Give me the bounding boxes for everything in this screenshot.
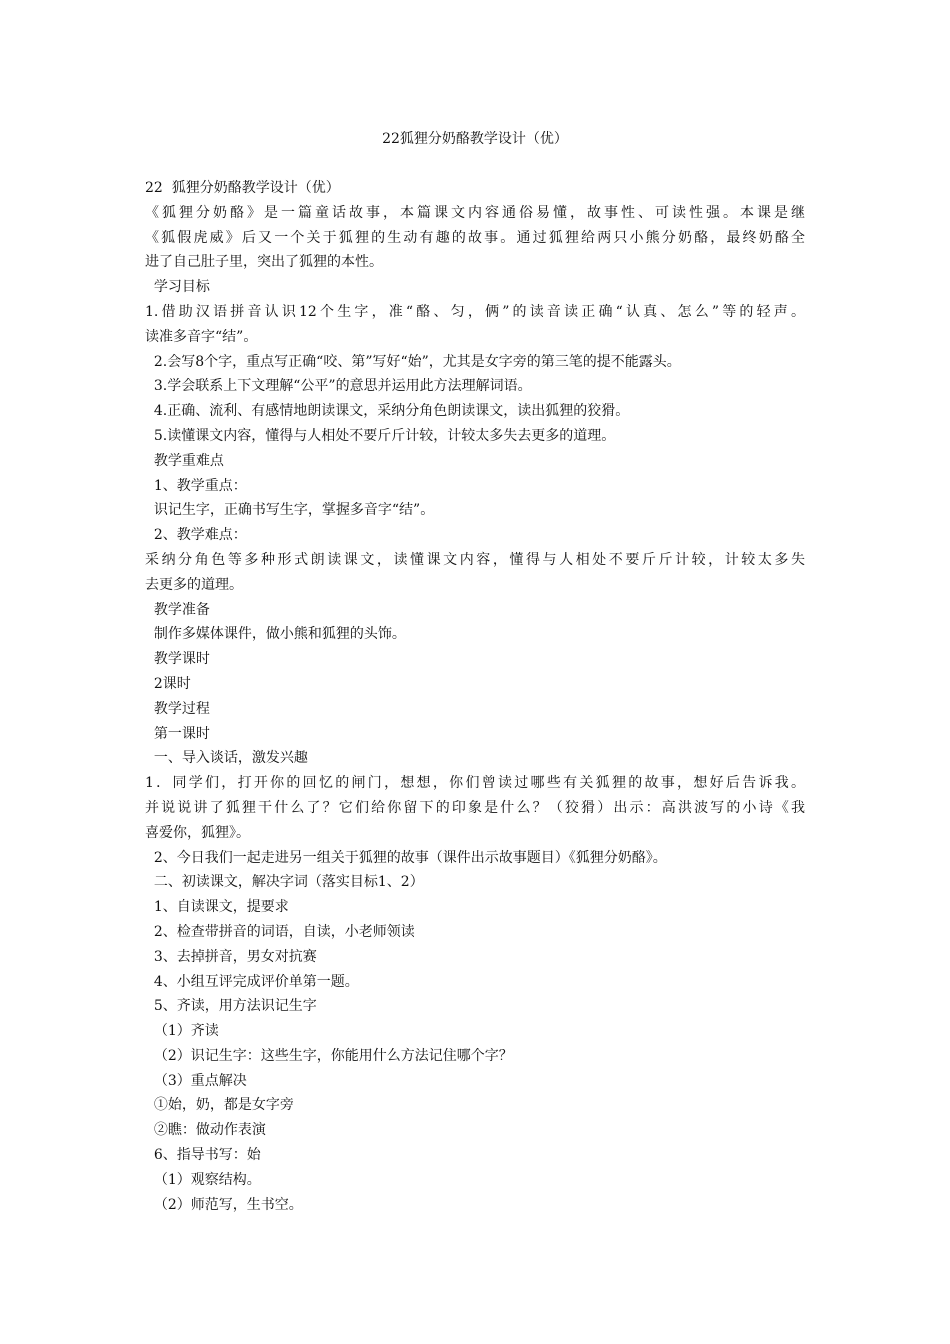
text-line: 并说说讲了狐狸干什么了？它们给你留下的印象是什么？（狡猾）出示：高洪波写的小诗《我 — [145, 799, 805, 816]
text-line: 1、教学重点： — [145, 477, 247, 494]
text-line: 22 狐狸分奶酪教学设计（优） — [145, 180, 340, 196]
text-line: 教学准备 — [145, 601, 210, 618]
text-line: 2、教学难点： — [145, 527, 247, 544]
text-line: 1、自读课文，提要求 — [145, 899, 289, 916]
text-line: 进了自己肚子里，突出了狐狸的本性。 — [145, 254, 383, 271]
text-line: 教学课时 — [145, 651, 210, 668]
text-line: 1．同学们，打开你的回忆的闸门，想想，你们曾读过哪些有关狐狸的故事，想好后告诉我。 — [145, 775, 805, 792]
document-title: 22狐狸分奶酪教学设计（优） — [382, 131, 568, 147]
text-line: 4.正确、流利、有感情地朗读课文，采纳分角色朗读课文，读出狐狸的狡猾。 — [145, 403, 630, 420]
text-line: 一、导入谈话，激发兴趣 — [145, 750, 308, 767]
text-line: （3）重点解决 — [145, 1072, 247, 1089]
text-line: 教学过程 — [145, 700, 210, 717]
text-line: 2、检查带拼音的词语，自读，小老师领读 — [145, 923, 415, 940]
text-line: 2、今日我们一起走进另一组关于狐狸的故事（课件出示故事题目）《狐狸分奶酪》。 — [145, 849, 667, 866]
text-line: 2课时 — [145, 675, 191, 692]
text-line: 6、指导书写：始 — [145, 1147, 261, 1164]
document-body — [145, 176, 805, 1217]
text-line: 采纳分角色等多种形式朗读课文，读懂课文内容，懂得与人相处不要斤斤计较，计较太多失 — [145, 551, 805, 568]
text-line: 制作多媒体课件，做小熊和狐狸的头饰。 — [145, 626, 406, 643]
text-line: （2）师范写，生书空。 — [145, 1196, 303, 1213]
text-line: 读准多音字“结”。 — [145, 328, 258, 345]
text-line: （2）识记生字：这些生字，你能用什么方法记住哪个字？ — [145, 1047, 513, 1064]
text-line: 喜爱你，狐狸》。 — [145, 824, 250, 841]
text-line: 第一课时 — [145, 725, 210, 742]
text-line: 3.学会联系上下文理解“公平”的意思并运用此方法理解词语。 — [145, 378, 532, 395]
text-line: 2.会写8个字，重点写正确“咬、第”写好“始”，尤其是女字旁的第三笔的提不能露头。 — [145, 353, 681, 370]
text-line: 4、小组互评完成评价单第一题。 — [145, 973, 359, 990]
text-line: 学习目标 — [145, 279, 210, 296]
text-line: 识记生字，正确书写生字，掌握多音字“结”。 — [145, 502, 435, 519]
text-line: 《狐狸分奶酪》是一篇童话故事，本篇课文内容通俗易懂，故事性、可读性强。本课是继 — [145, 204, 805, 221]
text-line: 《狐假虎威》后又一个关于狐狸的生动有趣的故事。通过狐狸给两只小熊分奶酪，最终奶酪全 — [145, 229, 805, 246]
text-line: ②瞧：做动作表演 — [145, 1122, 266, 1139]
text-line: ①始，奶，都是女字旁 — [145, 1097, 294, 1114]
text-line: 教学重难点 — [145, 452, 224, 469]
text-line: 1.借助汉语拼音认识12个生字，准“酪、匀，俩”的读音读正确“认真、怎么”等的轻声。 — [145, 303, 805, 320]
text-line: 二、初读课文，解决字词（落实目标1、2） — [145, 874, 424, 891]
text-line: （1）观察结构。 — [145, 1171, 261, 1188]
text-line: 去更多的道理。 — [145, 576, 243, 593]
text-line: 5、齐读，用方法识记生字 — [145, 998, 317, 1015]
text-line: （1）齐读 — [145, 1023, 219, 1040]
text-line: 3、去掉拼音，男女对抗赛 — [145, 948, 317, 965]
text-line: 5.读懂课文内容，懂得与人相处不要斤斤计较，计较太多失去更多的道理。 — [145, 427, 616, 444]
